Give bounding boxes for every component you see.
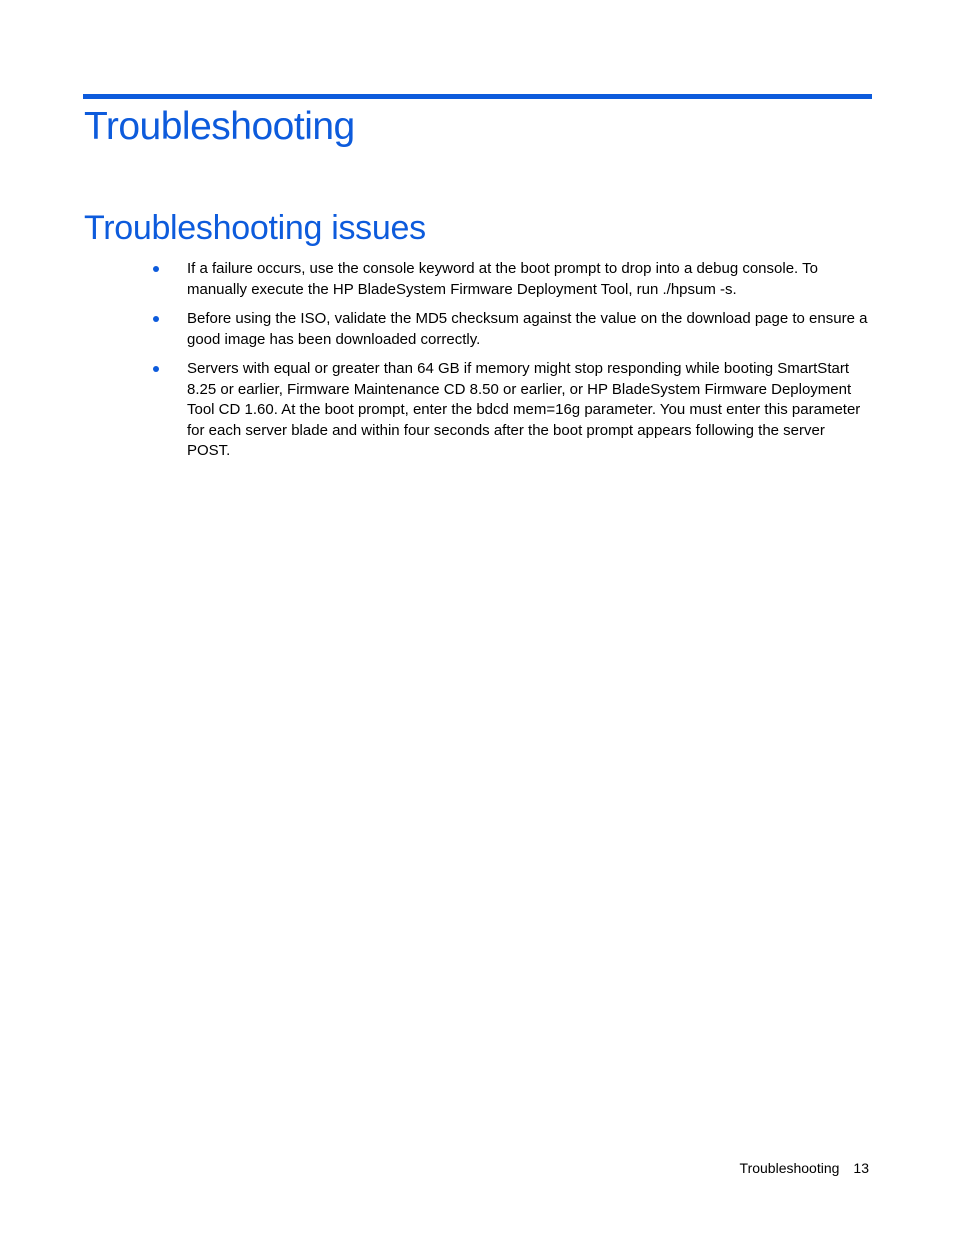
footer-section-name: Troubleshooting <box>739 1160 840 1176</box>
list-item <box>152 259 872 300</box>
bullet-icon <box>153 266 159 272</box>
list-item <box>152 359 872 462</box>
list-item <box>152 309 872 350</box>
bullet-icon <box>153 366 159 372</box>
page-footer <box>740 1159 869 1177</box>
chapter-rule <box>83 94 872 99</box>
section-title: Troubleshooting issues <box>84 209 426 247</box>
list-item-text: If a failure occurs, use the console keyword at the boot prompt to drop into a debug console. To manually execute the HP BladeSystem Firmware Deployment Tool, run ./hpsum -s. <box>187 260 818 298</box>
page-number: 13 <box>853 1160 869 1176</box>
list-item-text: Servers with equal or greater than 64 GB if memory might stop responding while booting SmartStart 8.25 or earlier, Firmware Maintenance CD 8.50 or earlier, or HP BladeSystem Firmware Deployment Tool CD 1.60. At the boot prompt, enter the bdcd mem=16g parameter. You must enter this parameter for each server blade and within four seconds after the boot prompt appears following the server POST. <box>187 360 861 459</box>
list-item-text: Before using the ISO, validate the MD5 checksum against the value on the download page to ensure a good image has been downloaded correctly. <box>187 310 868 348</box>
chapter-title: Troubleshooting <box>84 105 355 148</box>
troubleshooting-list <box>152 259 872 471</box>
bullet-icon <box>153 316 159 322</box>
